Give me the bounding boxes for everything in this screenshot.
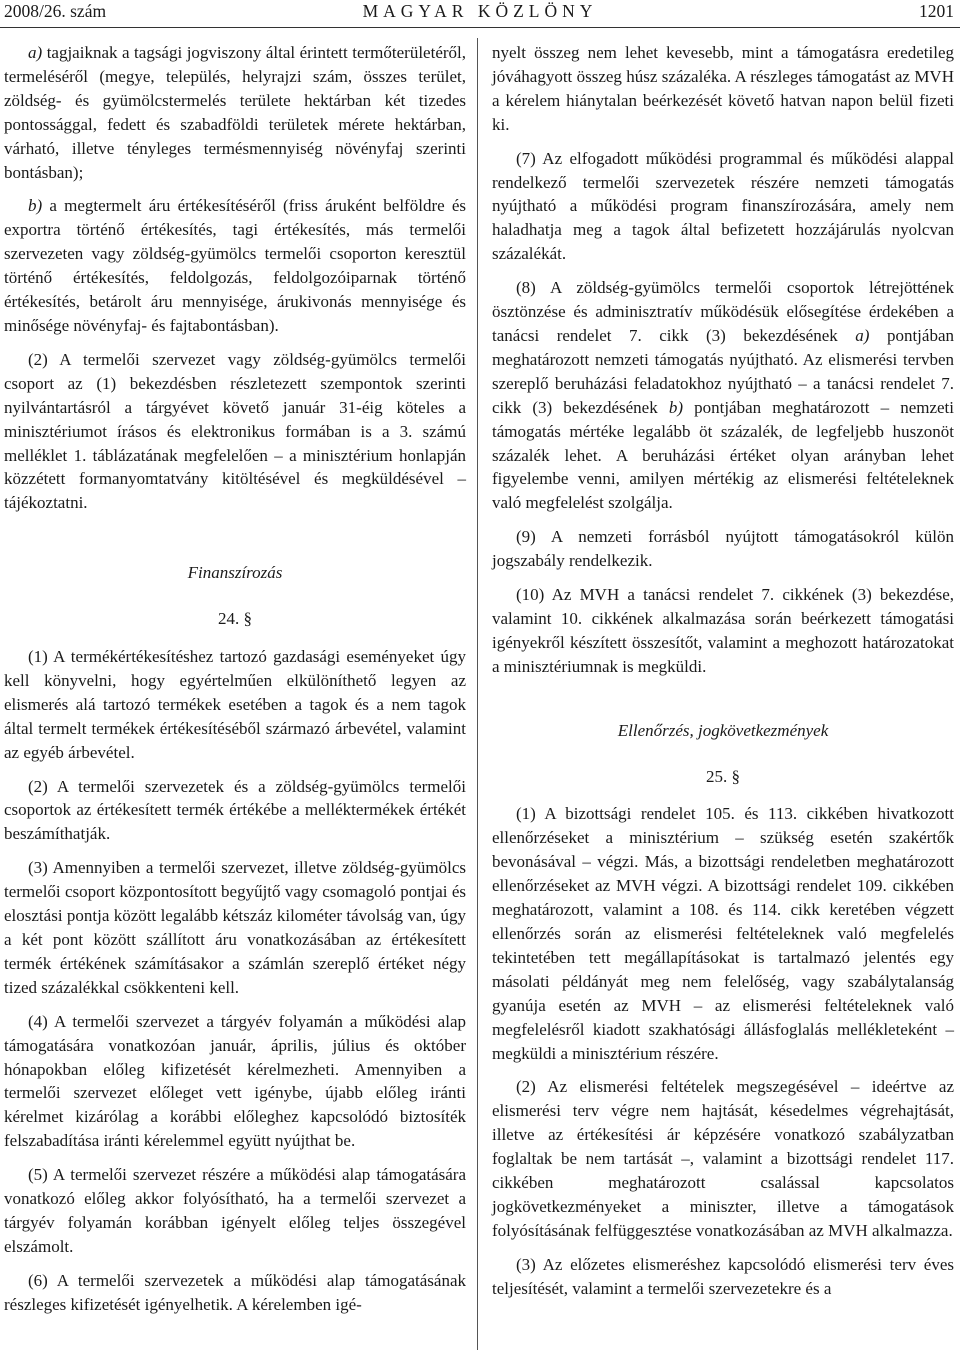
s24-paragraph-5: (5) A termelői szervezet részére a működési alap támogatására vonatkozó előleg akkor folyósítható, ha a termelői szervezet a tárgyév folyamán korábban igényelt előleg teljes összegével elszámolt.	[4, 1165, 466, 1256]
section-number-24: 24. §	[218, 609, 252, 629]
s24-paragraph-2: (2) A termelői szervezetek és a zöldség-gyümölcs termelői csoportok az értékesített termék értékébe a melléktermékek értékét beszámíthatják.	[4, 776, 466, 844]
s24-paragraph-7: (7) Az elfogadott működési programmal és működési alappal rendelkező termelői szervezetek részére nemzeti támogatás nyújtható a működési program finanszírozására, amely nem haladhatja meg a tagok által befizetett hozzájárulás nyolcvan százalékát.	[492, 148, 954, 264]
s24-p8-label-a: a)	[855, 325, 870, 345]
s24-paragraph-1: (1) A termékértékesítéshez tartozó gazdasági eseményeket úgy kell könyvelni, hogy egyértelműen elkülöníthető legyen az elismerés alá tartozó termékek esetében a tagok és a nem tagok által termelt termékek értékesítéséből származó árbevétel, valamint az egyéb árbevétel.	[4, 647, 466, 762]
right-column	[492, 41, 954, 1311]
s24-p8-text-1: (8) A zöldség-gyümölcs termelői csoportok létrejöttének ösztönzése és adminisztratív működésük elősegítése érdekében a tanácsi rendelet 7. cikk (3) bekezdésének	[492, 278, 954, 345]
left-column	[4, 41, 466, 1327]
paragraph-a-text: tagjaiknak a tagsági jogviszony által érintett termőterületéről, termeléséről (megye, település, helyrajzi szám, összes terület, zöldség- és gyümölcstermelés területe hektárban két tizedes pontossággal, fedett és szabadföldi területek mérete hektárban, várható, illetve tényleges termésmennyiség növényfaj szerinti bontásban);	[4, 43, 466, 182]
issue-number: 2008/26. szám	[4, 1, 107, 21]
s24-paragraph-10: (10) Az MVH a tanácsi rendelet 7. cikkének (3) bekezdése, valamint 10. cikkének alkalmazása során beérkezett támogatási igényekről készített összesítőt, valamint a meghozott határozatokat a minisztériumnak is megküldi.	[492, 585, 954, 676]
s25-paragraph-2: (2) Az elismerési feltételek megszegésével – ideértve az elismerési terv végre nem hajtását, késedelmes végrehajtását, illetve az értékesítési ár képzésére vonatkozó szabályzatban foglaltak be nem tartását –, valamint a bizottsági rendelet 117. cikkében meghatározott csalással kapcsolatos jogkövetkezményeket a miniszter, illetve a támogatások folyósításának felfüggesztése vonatkozásában az MVH alkalmazza.	[492, 1077, 954, 1240]
s24-p8-label-b: b)	[668, 397, 683, 417]
s24-p8-text-3: pontjában meghatározott – nemzeti támogatás mértéke legalább öt százalék, de legfeljebb huszonöt százalék lehet. A beruházási értéket olyan arányban lehet figyelembe venni, amilyen mértékig az elismerési feltételeknek való megfelelést szolgálja.	[492, 397, 954, 513]
s24-paragraph-8	[492, 276, 954, 515]
s25-paragraph-3: (3) Az előzetes elismeréshez kapcsolódó elismerési terv éves teljesítését, valamint a termelői szervezetekre és a	[492, 1254, 954, 1298]
journal-title: MAGYAR KÖZLÖNY	[362, 1, 598, 21]
s24-paragraph-4: (4) A termelői szervezet a tárgyév folyamán a működési alap támogatására vonatkozóan január, április, július és október hónapokban előleg kifizetését kérelmezheti. Amennyiben a termelői szervezet előleget vett igénybe, újabb előleg iránti kérelmet kizárólag a korábbi előleghez kapcsolódó biztosíték felszabadítása iránti kérelemmel együtt nyújthat be.	[4, 1011, 466, 1151]
column-divider	[477, 38, 478, 1350]
s24-paragraph-3: (3) Amennyiben a termelői szervezet, illetve zöldség-gyümölcs termelői csoport központosított begyűjtő vagy csomagoló pontjai és elosztási pontja között legalább kétszáz kilométer távolság van, úgy a két pont között szállított áru vonatkozásában az értékesített termék értékének számításakor a számlán szereplő értéket négy tized százalékkal csökkenteni kell.	[4, 858, 466, 997]
page-header	[0, 0, 960, 26]
page-number: 1201	[919, 1, 954, 21]
s24-p8-text-2: pontjában meghatározott nemzeti támogatás nyújtható. Az elismerési tervben szereplő beruházási feladatokhoz nyújtható – a tanácsi rendelet 7. cikk (3) bekezdésének	[492, 325, 954, 417]
paragraph-b	[4, 194, 466, 337]
paragraph-a	[4, 41, 466, 184]
paragraph-b-label: b)	[28, 196, 43, 216]
header-rule	[0, 27, 960, 28]
s24-paragraph-6-continued: nyelt összeg nem lehet kevesebb, mint a támogatásra eredetileg jóváhagyott összeg húsz százaléka. A részleges támogatást az MVH a kérelem hiánytalan beérkezését követő hatvan napon belül fizeti ki.	[492, 43, 954, 134]
section-number-25: 25. §	[706, 766, 740, 786]
section-title-ellenorzes: Ellenőrzés, jogkövetkezmények	[617, 720, 829, 740]
section-title-finanszirozas: Finanszírozás	[187, 563, 283, 583]
s24-paragraph-9: (9) A nemzeti forrásból nyújtott támogatásokról külön jogszabály rendelkezik.	[492, 527, 954, 571]
paragraph-b-text: a megtermelt áru értékesítéséről (friss áruként belföldre és exportra történő értékesítés, tagi értékesítés, más termelői szervezeten vagy zöldség-gyümölcs termelői csoporton keresztül történő értékesítés, feldolgozás, feldolgozóiparnak történő értékesítés, betárolt áru mennyisége, árukivonás mennyisége és minősége növényfaj- és fajtabontásban).	[4, 196, 467, 335]
s24-paragraph-6: (6) A termelői szervezetek a működési alap támogatásának részleges kifizetését igényelhetik. A kérelemben igé-	[4, 1270, 466, 1314]
paragraph-2: (2) A termelői szervezet vagy zöldség-gyümölcs termelői csoport az (1) bekezdésben részletezett szempontok szerinti nyilvántartásról a tárgyévet követő január 31-éig köteles a minisztériumot írásos és elektronikus formában is a 3. számú melléklet 1. táblázatának megfelelően – a minisztérium honlapján közzétett formanyomtatvány kitöltésével és megküldésével – tájékoztatni.	[4, 349, 466, 513]
s25-paragraph-1: (1) A bizottsági rendelet 105. és 113. cikkében hivatkozott ellenőrzéseket a minisztérium – szükség esetén szakértők bevonásával – végzi. Más, a bizottsági rendeletben meghatározott ellenőrzéseket az MVH végzi. A bizottsági rendelet 109. cikkében meghatározott, valamint a 108. és 114. cikk keretében végzett ellenőrzés során az elismerési feltételeknek való megfelelés tekintetében tett megállapításokat is tartalmazó jelentés egy másolati példányát meg nem felelőség, vagy szabálytalanság gyanúja esetén az MVH – az elismerési feltételeknek való megfelelésről kiadott szakhatósági állásfoglalás mellékleteként – megküldi a minisztérium részére.	[492, 804, 954, 1063]
paragraph-a-label: a)	[28, 43, 43, 62]
